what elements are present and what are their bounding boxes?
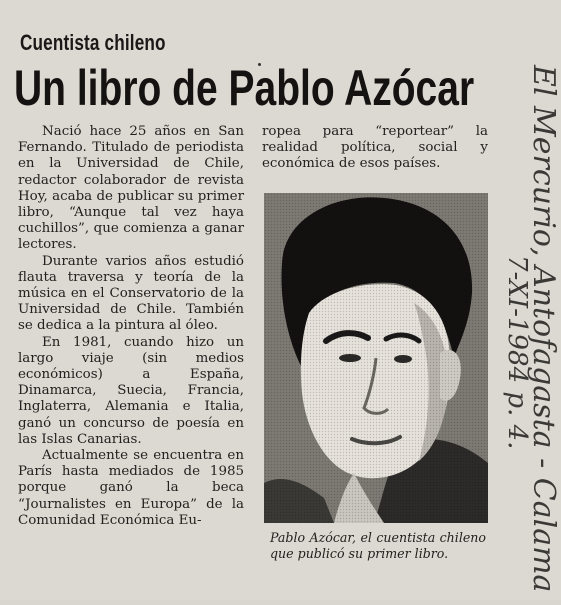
paragraph-4: Actualmente se encuentra en París hasta mediados de 1985 porque ganó la beca “Journalistes en Europa” de la Comunidad Económica Eu- [18, 448, 244, 528]
kicker: Cuentista chileno [20, 30, 166, 55]
article-column-1 [18, 124, 244, 529]
article-column-2 [262, 124, 488, 173]
paragraph-1: Nació hace 25 años en San Fernando. Titulado de periodista en la Universidad de Chile, redactor colaborador de revista Hoy, acaba de publicar su primer libro, “Aunque tal vez haya cuchillos”, que comienza a ganar lectores. [18, 124, 244, 253]
portrait-image [264, 193, 488, 523]
photo-caption: Pablo Azócar, el cuentista chileno que publicó su primer libro. [270, 530, 486, 561]
paragraph-continuation: ropea para “reportear” la realidad política, social y económica de esos países. [262, 124, 488, 172]
headline: Un libro de Pablo Azócar [14, 60, 475, 116]
handwritten-source-note [502, 65, 561, 605]
paragraph-3: En 1981, cuando hizo un largo viaje (sin medios económicos) a España, Dinamarca, Suecia, Francia, Inglaterra, Alemania e Italia, ganó un concurso de poesía en las Islas Canarias. [18, 334, 244, 447]
paragraph-2: Durante varios años estudió flauta traversa y teoría de la música en el Conservatorio de la Universidad de Chile. También se dedica a la pintura al óleo. [18, 253, 244, 334]
handwritten-line-1: El Mercurio, Antofagasta - Calama [526, 65, 561, 593]
portrait-photo [264, 193, 488, 523]
handwritten-line-2: 7-XI-1984 p. 4. [502, 255, 532, 450]
